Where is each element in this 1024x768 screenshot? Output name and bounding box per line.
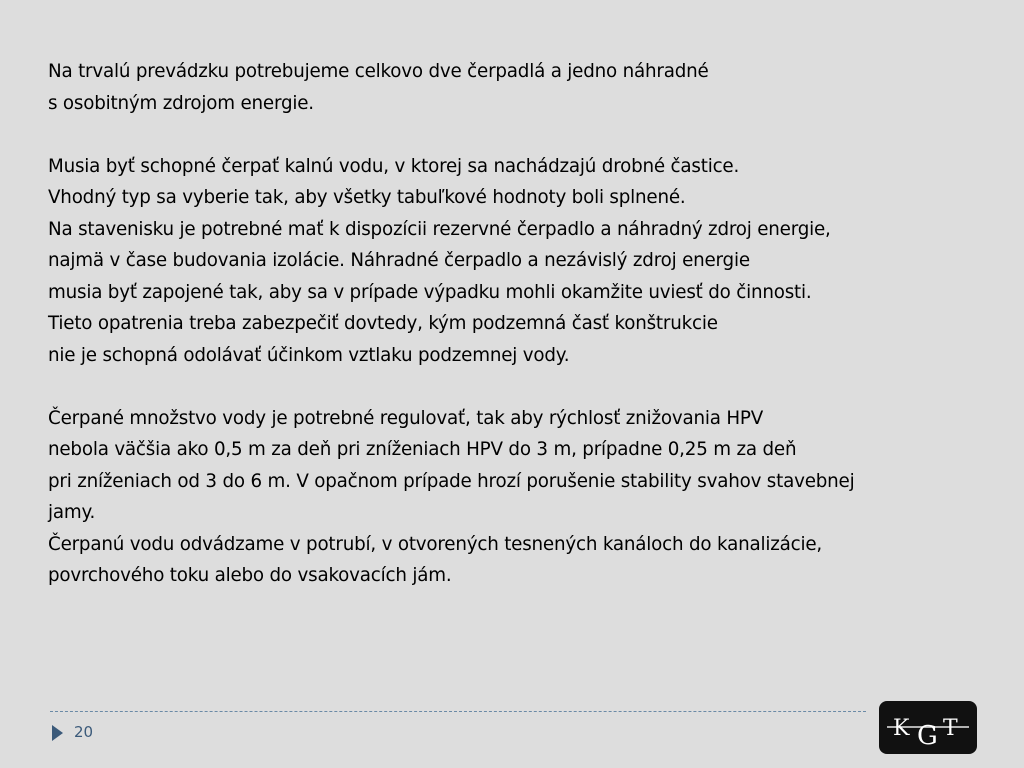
kgt-logo [879,701,977,754]
text-line: musia byť zapojené tak, aby sa v prípade výpadku mohli okamžite uviesť do činnosti. [48,281,812,303]
text-line: Čerpané množstvo vody je potrebné regulovať, tak aby rýchlosť znižovania HPV [48,407,763,429]
slide-body-text [48,56,988,592]
text-line: jamy. [48,502,96,523]
text-line: Vhodný typ sa vyberie tak, aby všetky tabuľkové hodnoty boli splnené. [48,187,686,208]
text-line: nie je schopná odolávať účinkom vztlaku podzemnej vody. [48,344,570,366]
text-line: najmä v čase budovania izolácie. Náhradné čerpadlo a nezávislý zdroj energie [48,250,750,271]
text-line: Tieto opatrenia treba zabezpečiť dovtedy, kým podzemná časť konštrukcie [48,313,718,334]
next-arrow-icon[interactable] [52,725,63,741]
svg-text:K: K [893,716,910,741]
text-line: Musia byť schopné čerpať kalnú vodu, v ktorej sa nachádzajú drobné častice. [48,155,740,177]
footer-divider [50,711,866,712]
text-line: nebola väčšia ako 0,5 m za deň pri zníženiach HPV do 3 m, prípadne 0,25 m za deň [48,439,797,460]
text-line: Na stavenisku je potrebné mať k dispozícii rezervné čerpadlo a náhradný zdroj energie, [48,218,831,240]
text-line: pri zníženiach od 3 do 6 m. V opačnom prípade hrozí porušenie stability svahov stavebnej [48,470,855,492]
page-number: 20 [74,723,94,741]
text-line: s osobitným zdrojom energie. [48,92,314,114]
paragraph-spacer [48,371,988,403]
svg-text:G: G [917,721,938,751]
text-line: povrchového toku alebo do vsakovacích jám. [48,565,452,586]
paragraph-spacer [48,119,988,151]
text-line: Na trvalú prevádzku potrebujeme celkovo dve čerpadlá a jedno náhradné [48,61,709,82]
text-line: Čerpanú vodu odvádzame v potrubí, v otvorených tesnených kanáloch do kanalizácie, [48,533,822,555]
svg-text:T: T [943,716,958,741]
